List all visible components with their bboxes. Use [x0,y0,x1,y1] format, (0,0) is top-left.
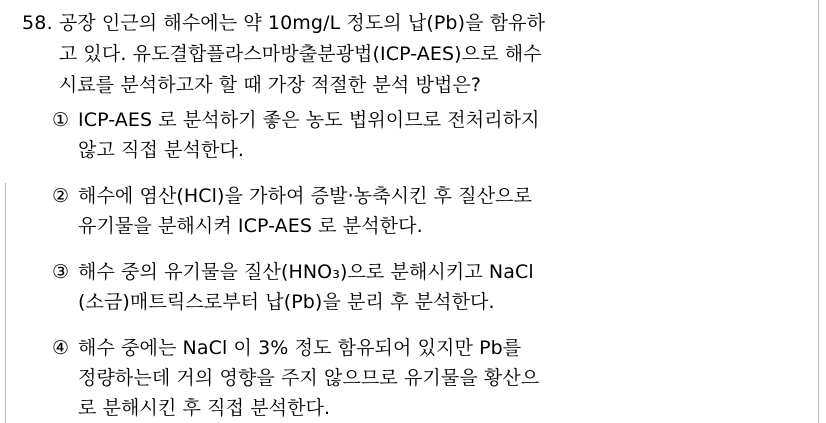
page-right-rule [818,0,819,423]
choice-2-line-1: 해수에 염산(HCl)을 가하여 증발·농축시킨 후 질산으로 [78,185,533,207]
choice-text-2 [78,181,797,241]
question-line-1: 공장 인근의 해수에는 약 10mg/L 정도의 납(Pb)을 함유하 [58,12,546,34]
choice-3-line-2: (소금)매트릭스로부터 납(Pb)을 분리 후 분석한다. [78,291,495,313]
choice-option-2[interactable] [52,181,797,241]
choice-2-line-2: 유기물을 분해시켜 ICP-AES 로 분석한다. [78,215,423,237]
choice-4-line-3: 로 분해시킨 후 직접 분석한다. [78,397,331,419]
choice-text-3 [78,257,797,317]
choice-1-line-1: ICP-AES 로 분석하기 좋은 농도 법위이므로 전처리하지 [78,109,540,131]
choice-text-4 [78,333,797,423]
page-left-rule [5,183,6,423]
choice-marker-1: ① [52,109,70,131]
choice-marker-4: ④ [52,337,70,359]
choice-marker-3: ③ [52,261,70,283]
choice-1-line-2: 않고 직접 분석한다. [78,139,245,161]
question-line-3: 시료를 분석하고자 할 때 가장 적절한 분석 방법은? [58,74,482,96]
choice-option-4[interactable] [52,333,797,423]
question-header [22,8,792,101]
question-number: 58. [22,12,53,34]
choice-option-1[interactable] [52,105,797,165]
choice-text-1 [78,105,797,165]
choice-option-3[interactable] [52,257,797,317]
choice-4-line-1: 해수 중에는 NaCl 이 3% 정도 함유되어 있지만 Pb를 [78,337,522,359]
choice-marker-2: ② [52,185,70,207]
choice-list [52,105,797,423]
choice-4-line-2: 정량하는데 거의 영향을 주지 않으므로 유기물을 황산으 [78,367,540,389]
question-text [59,8,792,101]
question-block [22,8,792,101]
question-line-2: 고 있다. 유도결합플라스마방출분광법(ICP-AES)으로 해수 [58,43,542,65]
choice-3-line-1: 해수 중의 유기물을 질산(HNO₃)으로 분해시키고 NaCl [78,261,534,283]
